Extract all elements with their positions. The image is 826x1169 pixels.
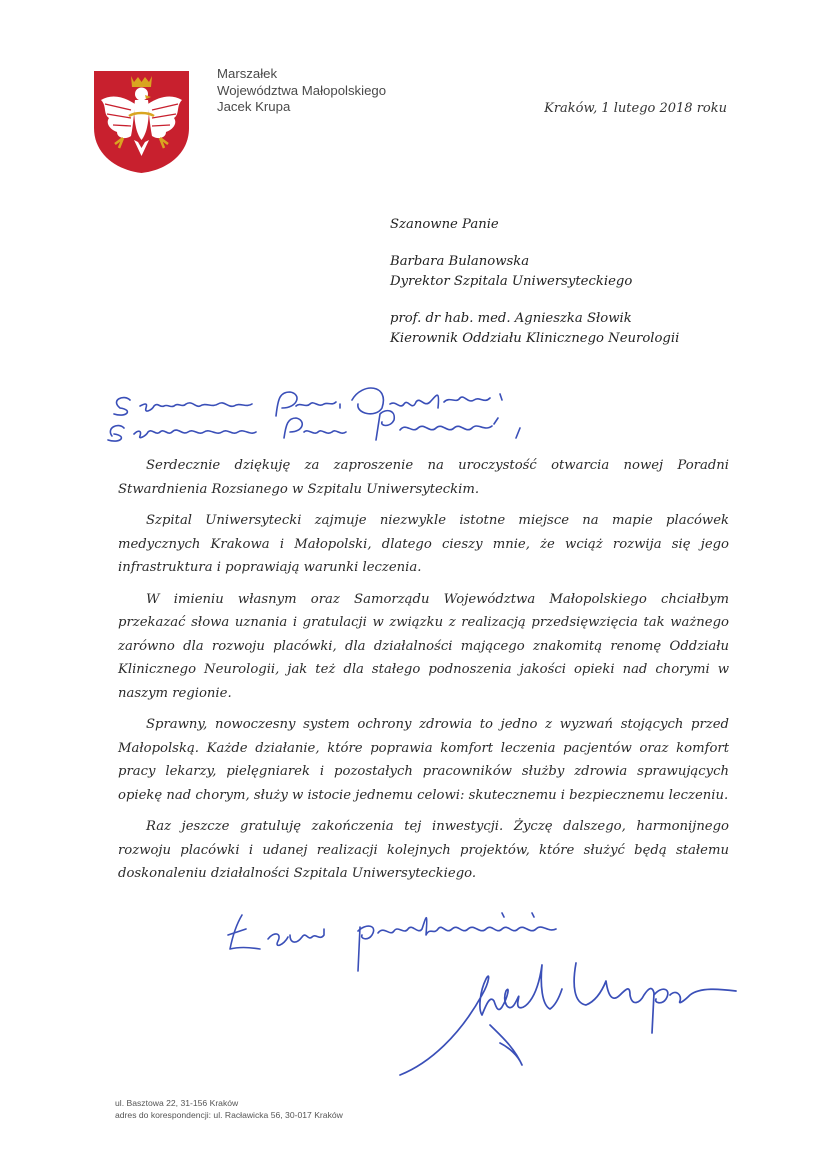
body-paragraph-3: W imieniu własnym oraz Samorządu Województwa Małopolskiego chciałbym przekazać słowa uznania i gratulacji w związku z realizacją przedsięwzięcia tak ważnego zarówno dla rozwoju placówki, dla działalności mającego znakomitą renomę Oddziału Klinicznego Neurologii, jak też dla stałego podnoszenia jakości opieki nad chorymi w naszym regionie. <box>118 591 729 701</box>
recipient-role-1: Dyrektor Szpitala Uniwersyteckiego <box>390 274 633 289</box>
coat-of-arms-logo <box>93 70 190 174</box>
letter-body <box>118 454 729 894</box>
sender-title: Marszałek <box>217 66 278 81</box>
letter-date: Kraków, 1 lutego 2018 roku <box>544 101 727 116</box>
recipient-name-2: prof. dr hab. med. Agnieszka Słowik <box>390 311 632 326</box>
signature <box>390 955 740 1080</box>
body-paragraph-1: Serdecznie dziękuję za zaproszenie na uroczystość otwarcia nowej Poradni Stwardnienia Rozsianego w Szpitalu Uniwersyteckim. <box>118 458 729 497</box>
footer <box>115 1098 343 1121</box>
recipient-name-1: Barbara Bulanowska <box>390 254 530 269</box>
sender-name: Jacek Krupa <box>217 99 291 114</box>
body-paragraph-2: Szpital Uniwersytecki zajmuje niezwykle istotne miejsce na mapie placówek medycznych Krakowa i Małopolski, dlatego cieszy mnie, że wciąż rozwija się jego infrastruktura i poprawiają warunki leczenia. <box>118 513 729 575</box>
body-paragraph-4: Sprawny, nowoczesny system ochrony zdrowia to jedno z wyzwań stojących przed Małopolską. Każde działanie, które poprawia komfort leczenia pacjentów oraz komfort pracy lekarzy, pielęgniarek i pozostałych pracowników służby zdrowia sprawujących opiekę nad chorym, służy w istocie jednemu celowi: skutecznemu i bezpiecznemu leczeniu. <box>118 717 729 803</box>
sender-block <box>217 66 386 116</box>
recipient-role-2: Kierownik Oddziału Klinicznego Neurologii <box>390 331 680 346</box>
body-paragraph-5: Raz jeszcze gratuluję zakończenia tej inwestycji. Życzę dalszego, harmonijnego rozwoju placówki i udanej realizacji kolejnych projektów, które służyć będą stałemu doskonaleniu działalności Szpitala Uniwersyteckiego. <box>118 819 729 881</box>
footer-address: ul. Basztowa 22, 31-156 Kraków <box>115 1098 239 1108</box>
recipient-greeting: Szanowne Panie <box>390 217 499 232</box>
handwritten-salutation <box>100 378 550 448</box>
footer-correspondence: adres do korespondencji: ul. Racławicka 56, 30-017 Kraków <box>115 1109 343 1120</box>
sender-office: Województwa Małopolskiego <box>217 82 387 98</box>
